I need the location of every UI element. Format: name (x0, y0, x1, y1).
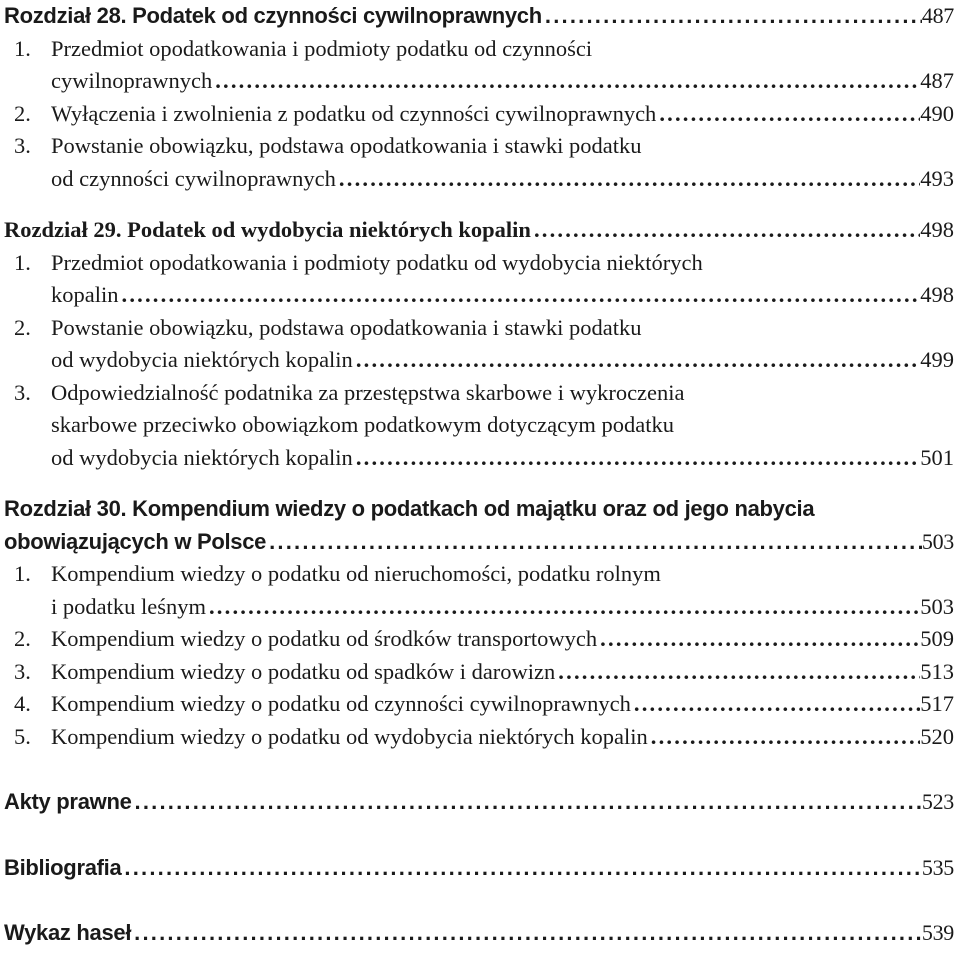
section-title-cont: kopalin (51, 282, 119, 307)
akty-prawne-entry[interactable] (4, 786, 954, 819)
bibliografia-entry[interactable] (4, 852, 954, 885)
chapter-title: Rozdział 30. Kompendium wiedzy o podatkach od majątku oraz od jego nabycia (4, 496, 815, 521)
section-title-cont: od czynności cywilnoprawnych (51, 165, 336, 191)
dot-leader (131, 917, 922, 950)
dot-leader (656, 98, 920, 131)
section-entry[interactable] (4, 312, 954, 345)
dot-leader (597, 623, 920, 656)
section-title: Kompendium wiedzy o podatku od czynności cywilnoprawnych (51, 691, 631, 716)
section-entry-continued[interactable] (4, 344, 954, 377)
dot-leader (206, 591, 920, 624)
section-title: Powstanie obowiązku, podstawa opodatkowania i stawki podatku (51, 133, 642, 158)
section-entry-continued[interactable] (4, 65, 954, 98)
page-number: 501 (920, 444, 954, 470)
page-number: 487 (921, 3, 954, 28)
page-number: 498 (920, 217, 954, 242)
dot-leader (121, 852, 921, 885)
section-entry[interactable] (4, 688, 954, 721)
section-title-cont: od wydobycia niektórych kopalin (51, 347, 353, 372)
section-entry[interactable] (4, 721, 954, 754)
section-entry[interactable] (4, 247, 954, 280)
page-number: 535 (921, 854, 954, 880)
chapter-29-entry[interactable] (4, 214, 954, 247)
dot-leader (353, 442, 920, 475)
dot-leader (631, 688, 920, 721)
chapter-title: Akty prawne (4, 789, 132, 814)
page-number: 509 (920, 626, 954, 651)
dot-leader (648, 721, 920, 754)
section-number: 2. (14, 626, 31, 651)
section-entry[interactable] (4, 656, 954, 689)
section-title: Przedmiot opodatkowania i podmioty podatku od czynności (51, 35, 593, 61)
section-number: 3. (14, 658, 31, 684)
chapter-title: Rozdział 29. Podatek od wydobycia niektórych kopalin (4, 217, 531, 242)
dot-leader (555, 656, 920, 689)
chapter-title: Wykaz haseł (4, 920, 132, 945)
section-entry[interactable] (4, 98, 954, 131)
section-number: 2. (14, 100, 31, 126)
chapter-title-cont: obowiązujących w Polsce (4, 528, 267, 554)
chapter-title: Rozdział 28. Podatek od czynności cywilnoprawnych (4, 3, 542, 28)
section-entry-continued (4, 409, 954, 442)
section-entry[interactable] (4, 558, 954, 591)
section-number: 1. (14, 561, 31, 586)
table-of-contents (4, 0, 954, 950)
page-number: 487 (920, 68, 954, 93)
section-entry-continued[interactable] (4, 163, 954, 196)
section-title-cont: cywilnoprawnych (51, 68, 213, 93)
section-title: Przedmiot opodatkowania i podmioty podatku od wydobycia niektórych (51, 249, 703, 275)
section-title-cont: skarbowe przeciwko obowiązkom podatkowym dotyczącym podatku (51, 412, 674, 437)
section-number: 2. (14, 314, 31, 340)
section-entry[interactable] (4, 623, 954, 656)
page-number: 513 (920, 658, 954, 684)
wykaz-hasel-entry[interactable] (4, 917, 954, 950)
section-title: Kompendium wiedzy o podatku od spadków i darowizn (51, 658, 556, 684)
page-number: 498 (920, 282, 954, 307)
dot-leader (336, 163, 920, 196)
section-number: 3. (14, 133, 31, 158)
section-title: Kompendium wiedzy o podatku od środków transportowych (51, 626, 598, 651)
chapter-30-entry[interactable] (4, 493, 954, 526)
page-number: 490 (920, 100, 954, 126)
section-entry[interactable] (4, 130, 954, 163)
section-title-cont: i podatku leśnym (51, 593, 206, 619)
dot-leader (353, 344, 920, 377)
section-entry-continued[interactable] (4, 442, 954, 475)
dot-leader (119, 279, 921, 312)
page-number: 503 (920, 593, 954, 619)
dot-leader (542, 0, 922, 33)
dot-leader (266, 526, 922, 559)
page-number: 493 (920, 165, 954, 191)
page-number: 503 (921, 528, 954, 554)
section-entry-continued[interactable] (4, 591, 954, 624)
dot-leader (212, 65, 920, 98)
section-entry[interactable] (4, 377, 954, 410)
section-number: 5. (14, 723, 31, 749)
section-entry[interactable] (4, 33, 954, 66)
section-number: 3. (14, 379, 31, 405)
section-number: 4. (14, 691, 31, 716)
dot-leader (132, 786, 922, 819)
chapter-28-entry[interactable] (4, 0, 954, 33)
page-number: 523 (921, 789, 954, 814)
section-title-cont: od wydobycia niektórych kopalin (51, 444, 353, 470)
section-title: Wyłączenia i zwolnienia z podatku od czynności cywilnoprawnych (51, 100, 657, 126)
section-number: 1. (14, 249, 31, 275)
dot-leader (531, 214, 920, 247)
section-title: Kompendium wiedzy o podatku od nieruchomości, podatku rolnym (51, 561, 661, 586)
page-number: 499 (920, 347, 954, 372)
section-entry-continued[interactable] (4, 279, 954, 312)
chapter-title: Bibliografia (4, 854, 122, 880)
page-number: 517 (920, 691, 954, 716)
section-title: Powstanie obowiązku, podstawa opodatkowania i stawki podatku (51, 314, 642, 340)
section-number: 1. (14, 35, 31, 61)
section-title: Odpowiedzialność podatnika za przestępstwa skarbowe i wykroczenia (51, 379, 685, 405)
page-number: 520 (920, 723, 954, 749)
section-title: Kompendium wiedzy o podatku od wydobycia niektórych kopalin (51, 723, 648, 749)
chapter-30-entry-continued[interactable] (4, 526, 954, 559)
page-number: 539 (921, 920, 954, 945)
